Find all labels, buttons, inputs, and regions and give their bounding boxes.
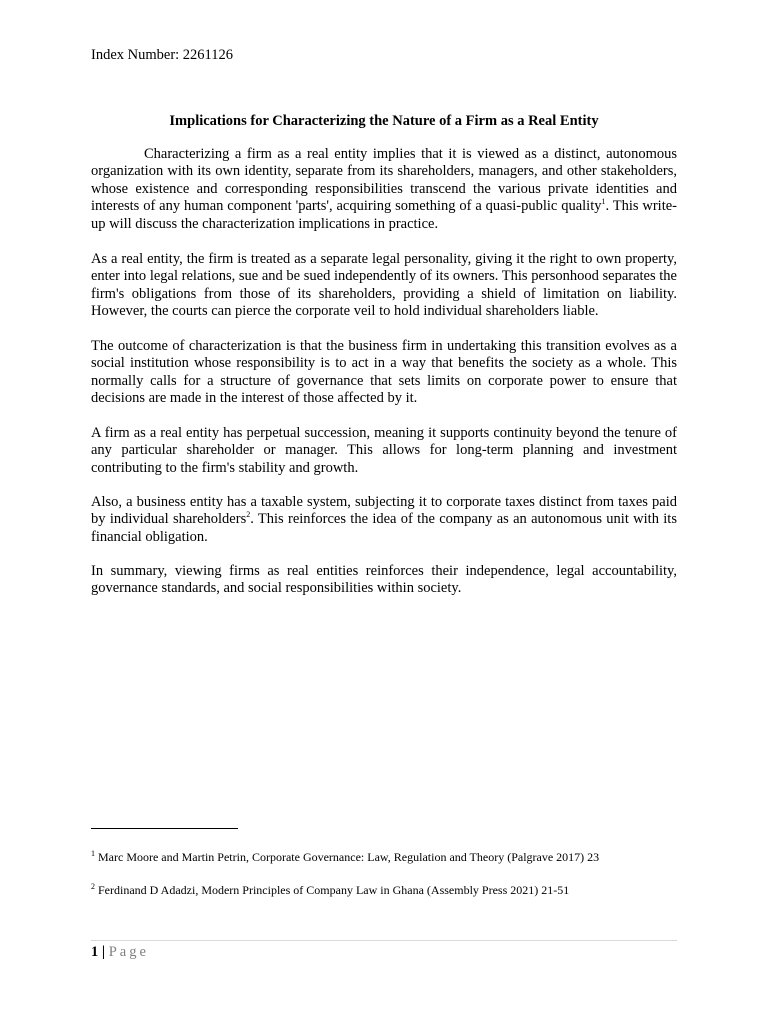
paragraph-text: . This reinforces the idea of the company as an autonomous unit with its financial obligation. (91, 511, 677, 545)
page-footer (91, 943, 149, 961)
document-title: Implications for Characterizing the Nature of a Firm as a Real Entity (169, 113, 599, 129)
paragraph-taxable-system (91, 494, 677, 546)
index-number: Index Number: 2261126 (91, 47, 234, 63)
footer-separator: | (101, 944, 106, 960)
footer-divider (91, 940, 677, 941)
footnote-marker: 1 (91, 849, 95, 858)
footnote-text: Marc Moore and Martin Petrin, Corporate Governance: Law, Regulation and Theory (Palgrave 2017) 23 (98, 850, 600, 864)
footnote-2 (91, 883, 677, 897)
paragraph-text: . This write-up will discuss the characterization implications in practice. (91, 198, 678, 232)
footnote-ref-1[interactable]: 1 (601, 197, 606, 207)
footnote-1 (91, 850, 677, 864)
paragraph-text: Also, a business entity has a taxable system, subjecting it to corporate taxes distinct from taxes paid by individual shareholders (91, 494, 677, 528)
paragraph-social-institution: The outcome of characterization is that the business firm in undertaking this transition evolves as a social institution whose responsibility is to act in a way that benefits the society as a whole. This normally calls for a structure of governance that sets limits on corporate power to ensure that decisions are made in the interest of those affected by it. (91, 338, 677, 407)
paragraph-legal-personality: As a real entity, the firm is treated as a separate legal personality, giving it the right to own property, enter into legal relations, sue and be sued independently of its owners. This personhood separates the firm's obligations from those of its shareholders, providing a shield of limitation on liability. However, the courts can pierce the corporate veil to hold individual shareholders liable. (91, 251, 677, 320)
paragraph-summary: In summary, viewing firms as real entities reinforces their independence, legal accountability, governance standards, and social responsibilities within society. (91, 563, 677, 597)
footnote-separator (91, 828, 238, 829)
footnote-ref-2[interactable]: 2 (246, 510, 251, 520)
page-label: Page (108, 944, 149, 960)
footnote-text: Ferdinand D Adadzi, Modern Principles of Company Law in Ghana (Assembly Press 2021) 21-51 (98, 883, 570, 897)
paragraph-perpetual-succession: A firm as a real entity has perpetual succession, meaning it supports continuity beyond the tenure of any particular shareholder or manager. This allows for long-term planning and investment contributing to the firm's stability and growth. (91, 425, 677, 476)
paragraph-intro (91, 146, 677, 233)
page-number: 1 (91, 944, 99, 960)
paragraph-text: Characterizing a firm as a real entity implies that it is viewed as a distinct, autonomous organization with its own identity, separate from its shareholders, managers, and other stakeholders, whose existence and corresponding responsibilities transcend the various private identities and interests of any human component 'parts', acquiring something of a quasi-public quality (91, 146, 677, 215)
footnote-marker: 2 (91, 882, 95, 891)
